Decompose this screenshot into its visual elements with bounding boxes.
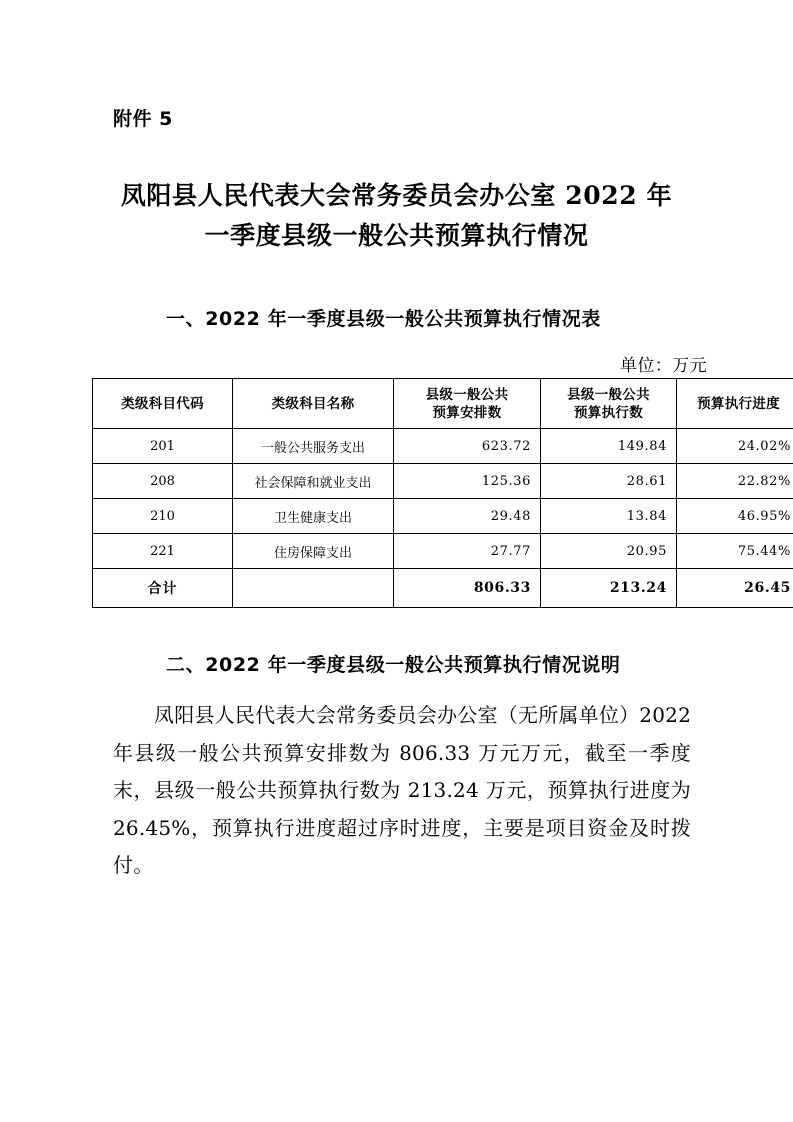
table-row [93,534,793,569]
cell-budget: 27.77 [394,534,541,569]
cell-code: 221 [93,534,233,569]
column-header-code [93,379,233,429]
page-title [96,176,697,256]
column-header-executed [541,379,677,429]
table-row [93,464,793,499]
cell-total-label: 合计 [93,569,233,608]
table-body [93,429,793,608]
column-header-progress [677,379,793,429]
cell-name: 社会保障和就业支出 [233,464,394,499]
cell-name: 住房保障支出 [233,534,394,569]
cell-budget: 125.36 [394,464,541,499]
column-header-executed-line-1: 县级一般公共 [567,386,650,403]
section-2-paragraph: 凤阳县人民代表大会常务委员会办公室（无所属单位）2022 年县级一般公共预算安排数为 806.33 万元万元，截至一季度末，县级一般公共预算执行数为 213.24 万元，预算执行进度为 26.45%，预算执行进度超过序时进度，主要是项目资金及时拨付。 [113,703,691,877]
table-total-row [93,569,793,608]
cell-progress: 75.44% [677,534,793,569]
page-title-line-1: 凤阳县人民代表大会常务委员会办公室 2022 年 [120,181,673,210]
cell-executed: 149.84 [541,429,677,464]
table-row [93,429,793,464]
column-header-name [233,379,394,429]
cell-code: 201 [93,429,233,464]
column-header-progress-line-1: 预算执行进度 [697,395,780,412]
cell-executed: 13.84 [541,499,677,534]
table-header-row [93,379,793,429]
cell-executed: 20.95 [541,534,677,569]
column-header-code-line-1: 类级科目代码 [121,395,204,412]
cell-progress: 46.95% [677,499,793,534]
column-header-budget-line-1: 县级一般公共 [425,386,509,403]
cell-progress: 22.82% [677,464,793,499]
column-header-executed-line-2: 预算执行数 [574,404,643,421]
table-header [93,379,793,429]
column-header-budget-line-2: 预算安排数 [432,404,502,421]
cell-total-executed: 213.24 [541,569,677,608]
cell-total-progress: 26.45 [677,569,793,608]
cell-budget: 29.48 [394,499,541,534]
budget-execution-table [92,378,793,608]
column-header-budget [394,379,541,429]
cell-budget: 623.72 [394,429,541,464]
section-1-heading: 一、2022 年一季度县级一般公共预算执行情况表 [166,308,601,330]
cell-name: 一般公共服务支出 [233,429,394,464]
column-header-name-line-1: 类级科目名称 [271,395,355,412]
attachment-label: 附件 5 [113,108,173,130]
cell-name: 卫生健康支出 [233,499,394,534]
cell-progress: 24.02% [677,429,793,464]
cell-code: 210 [93,499,233,534]
cell-total-budget: 806.33 [394,569,541,608]
section-2-heading: 二、2022 年一季度县级一般公共预算执行情况说明 [166,654,621,676]
table-row [93,499,793,534]
page-title-line-2: 一季度县级一般公共预算执行情况 [204,221,589,250]
cell-total-name [233,569,394,608]
table-unit-label: 单位：万元 [620,356,707,376]
cell-executed: 28.61 [541,464,677,499]
cell-code: 208 [93,464,233,499]
